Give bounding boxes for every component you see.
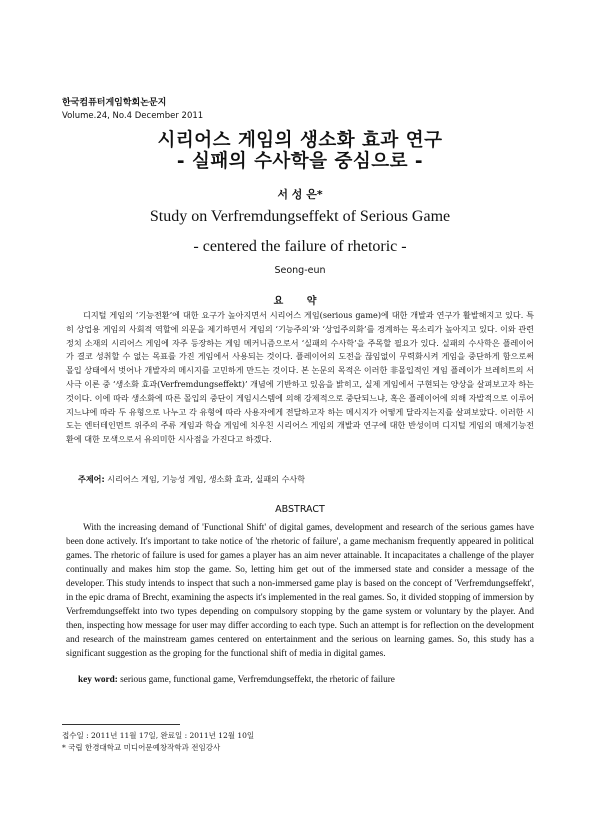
keywords-korean [78, 474, 305, 485]
keywords-english [78, 675, 395, 685]
author-korean: 서 성 은* [277, 188, 323, 201]
author-english: Seong-eun [274, 265, 326, 276]
abstract-body-korean: 디지털 게임의 ‘기능전환’에 대한 요구가 높아지면서 시리어스 게임(serious game)에 대한 개발과 연구가 활발해지고 있다. 특히 상업용 게임의 사회적 역할에 의문을 제기하면서 게임의 ‘기능주의’와 ‘상업주의화’를 경계하는 목소리가 높아지고 있다. 이와 관련 정치 소재의 시리어스 게임에 자주 등장하는 게임 메커니즘으로서 ‘실패의 수사학’을 주목할 필요가 있다. 실패의 수사학은 플레이어가 결코 성취할 수 없는 목표를 가진 게임에서 사용되는 것이다. 플레이어의 도전을 끊임없이 무력화시켜 게임을 중단하게 함으로써 몰입 상태에서 벗어나 개발자의 메시지를 고민하게 만드는 것이다. 본 논문의 목적은 이러한 非몰입적인 게임 플레이가 브레히트의 서사극 이론 중 ‘생소화 효과(Verfremdungseffekt)’ 개념에 기반하고 있음을 밝히고, 실제 게임에서 구현되는 양상을 살펴보고자 하는 것이다. 이에 따라 생소화에 따른 몰입의 중단이 게임시스템에 의해 강제적으로 중단되느냐, 혹은 플레이어에 의해 자발적으로 이루어지느냐에 따라 두 유형으로 나누고 각 유형에 따라 사용자에게 전달하고자 하는 메시지가 어떻게 달라지는지를 살펴보았다. 이러한 시도는 엔터테인먼트 위주의 주류 게임과 학습 게임에 치우친 시리어스 게임의 개발과 연구에 대한 반성이며 디지털 게임의 매체기능전환에 대한 모색으로서 유의미한 시사점을 가진다고 하겠다. [66, 310, 534, 445]
subtitle-english: - centered the failure of rhetoric - [193, 238, 407, 255]
subtitle-korean: - 실패의 수사학을 중심으로 - [176, 151, 424, 172]
journal-volume: Volume.24, No.4 December 2011 [62, 111, 204, 121]
journal-name: 한국컴퓨터게임학회논문지 [62, 98, 167, 108]
abstract-heading-english: ABSTRACT [275, 504, 325, 515]
keywords-english-label: key word: [78, 675, 118, 685]
footnote-affiliation: * 국립 한경대학교 미디어문예창작학과 전임강사 [62, 743, 221, 752]
footnote-divider [62, 724, 180, 725]
footnote-dates: 접수일 : 2011년 11월 17일, 완료일 : 2011년 12월 10일 [62, 731, 255, 740]
abstract-heading-korean: 요 약 [273, 296, 327, 307]
keywords-korean-text: 시리어스 게임, 기능성 게임, 생소화 효과, 실패의 수사학 [107, 474, 306, 484]
keywords-english-text: serious game, functional game, Verfremdungseffekt, the rhetoric of failure [120, 675, 395, 685]
abstract-body-english: With the increasing demand of 'Functional Shift' of digital games, development and research of the serious games have been done actively. It's important to take notice of 'the rhetoric of failure', a game mechanism frequently appeared in political games. The rhetoric of failure is used for games a player has an aim never attainable. It incapacitates a challenge of the player continually and makes him stop the game. So, letting him get out of the immersed state and consider a message of the developer. This study intends to inspect that such a non-immersed game play is based on the concept of 'Verfremdungseffekt', in the epic drama of Brecht, examining the aspects it's implemented in the real games. So, it divided stopping of immersion by Verfremdungseffekt into two types depending on compulsory stopping by the game system or voluntary by the player. And then, inspecting how message for user may differ according to each type. Such an attempt is for reflection on the development and research of the mainstream games centered on entertainment and the serious on learning games. So, this study has a significant suggestion as the groping for the functional shift of media in digital games. [66, 523, 534, 660]
title-english: Study on Verfremdungseffekt of Serious Game [149, 208, 451, 225]
keywords-korean-label: 주제어: [78, 474, 105, 484]
journal-header [62, 97, 203, 123]
title-korean: 시리어스 게임의 생소화 효과 연구 [157, 130, 443, 151]
